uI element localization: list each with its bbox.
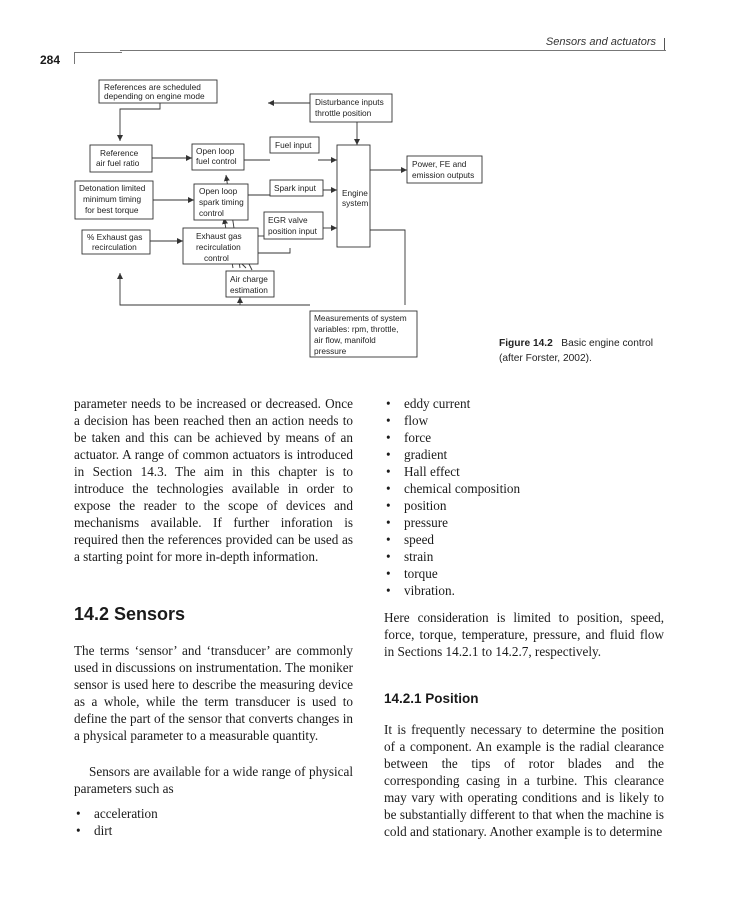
box-spark-input-label: Spark input <box>274 183 316 193</box>
box-egr-input-line-1: EGR valve <box>268 215 308 225</box>
box-measurements-line-1: Measurements of system <box>314 313 407 323</box>
box-open-loop-fuel-line-2: fuel control <box>196 156 237 166</box>
box-air-charge-line-2: estimation <box>230 285 268 295</box>
engine-control-diagram <box>0 0 737 380</box>
list-item: • force <box>384 429 664 446</box>
box-detonation-line-1: Detonation limited <box>79 183 146 193</box>
box-outputs-line-1: Power, FE and <box>412 159 467 169</box>
box-egr-input-line-2: position input <box>268 226 317 236</box>
list-item: • strain <box>384 548 664 565</box>
box-open-loop-fuel <box>192 144 244 170</box>
list-item: • Hall effect <box>384 463 664 480</box>
box-egr-pct-line-1: % Exhaust gas <box>87 232 143 242</box>
left-column-para-3: Sensors are available for a wide range of physical parameters such as <box>74 764 353 796</box>
box-egr-control-line-2: recirculation <box>196 242 241 252</box>
box-egr-pct-line-2: recirculation <box>92 242 137 252</box>
page-number: 284 <box>40 53 61 67</box>
figure-caption <box>499 336 679 366</box>
figure-caption-label: Figure 14.2 <box>499 338 553 349</box>
list-item: • gradient <box>384 446 664 463</box>
box-engine-line-1: Engine <box>342 188 368 198</box>
list-item: • flow <box>384 412 664 429</box>
box-detonation-line-2: minimum timing <box>83 194 142 204</box>
box-reference-afr-line-1: Reference <box>100 148 139 158</box>
box-open-loop-spark <box>194 184 248 220</box>
box-air-charge-line-1: Air charge <box>230 274 268 284</box>
box-measurements <box>310 311 417 357</box>
box-measurements-line-3: air flow, manifold <box>314 335 376 345</box>
box-egr-control-line-3: control <box>204 253 229 263</box>
box-fuel-input <box>270 137 319 153</box>
list-item: • pressure <box>384 514 664 531</box>
box-egr-control-line-1: Exhaust gas <box>196 231 242 241</box>
list-item: • dirt <box>74 822 353 839</box>
box-references <box>99 80 217 103</box>
box-detonation <box>75 181 153 219</box>
box-measurements-line-2: variables: rpm, throttle, <box>314 324 399 334</box>
box-engine-line-2: system <box>342 198 369 208</box>
list-item: • vibration. <box>384 582 664 599</box>
box-egr-pct <box>82 230 150 254</box>
box-measurements-line-4: pressure <box>314 346 347 356</box>
box-air-charge <box>226 271 274 297</box>
right-column-para-2: It is frequently necessary to determine the position of a component. An example is the radial clearance between the tips of rotor blades and the corresponding casing in a turbine. This clearance may vary with operating conditions and is likely to be substantially different to that when the machine is cold and stationary. Another example is to determine <box>384 722 664 839</box>
box-reference-afr-line-2: air fuel ratio <box>96 158 140 168</box>
right-column-bullet-list <box>384 395 664 599</box>
box-disturbance-line-1: Disturbance inputs <box>315 97 384 107</box>
box-open-loop-fuel-line-1: Open loop <box>196 146 235 156</box>
running-title: Sensors and actuators <box>545 36 656 48</box>
section-heading-14-2-1: 14.2.1 Position <box>384 691 479 706</box>
box-references-line-1: References are scheduled <box>104 82 201 92</box>
left-column-bullet-list <box>74 805 353 839</box>
list-item: • torque <box>384 565 664 582</box>
box-spark-input <box>270 180 323 196</box>
box-references-line-2: depending on engine mode <box>104 91 205 101</box>
box-engine <box>337 145 370 247</box>
box-disturbance-line-2: throttle position <box>315 108 372 118</box>
list-item: • acceleration <box>74 805 353 822</box>
right-column-para-1: Here consideration is limited to position, speed, force, torque, temperature, pressure, and fluid flow in Sections 14.2.1 to 14.2.7, respectively. <box>384 610 664 659</box>
box-open-loop-spark-line-1: Open loop <box>199 186 238 196</box>
box-outputs-line-2: emission outputs <box>412 170 475 180</box>
box-open-loop-spark-line-3: control <box>199 208 224 218</box>
box-detonation-line-3: for best torque <box>85 205 139 215</box>
list-item: • position <box>384 497 664 514</box>
left-column-para-2: The terms ‘sensor’ and ‘transducer’ are commonly used in discussions on instrumentation. The moniker sensor is used here to describe the measuring device as a whole, while the term transducer is used to define the part of the sensor that converts changes in a physical parameter to a measurable quantity. <box>74 643 353 743</box>
box-outputs <box>407 156 482 183</box>
section-heading-14-2: 14.2 Sensors <box>74 604 186 624</box>
left-column-para-1: parameter needs to be increased or decreased. Once a decision has been reached then an action needs to be taken and this can be achieved by means of an actuator. A range of common actuators is introduced in Section 14.3. The aim in this chapter is to introduce the technologies available in order to expose the reader to the scope of devices and mechanisms available. If further inforation is required then the references provided can be used as a starting point for more in-depth information. <box>74 396 353 564</box>
list-item: • chemical composition <box>384 480 664 497</box>
box-egr-control <box>183 228 258 264</box>
box-open-loop-spark-line-2: spark timing <box>199 197 244 207</box>
list-item: • eddy current <box>384 395 664 412</box>
box-fuel-input-label: Fuel input <box>275 140 312 150</box>
figure-caption-text: Basic engine control (after Forster, 2002). <box>499 338 654 364</box>
box-reference-afr <box>90 145 152 172</box>
box-disturbance <box>310 94 392 122</box>
list-item: • speed <box>384 531 664 548</box>
box-egr-input <box>264 212 323 239</box>
